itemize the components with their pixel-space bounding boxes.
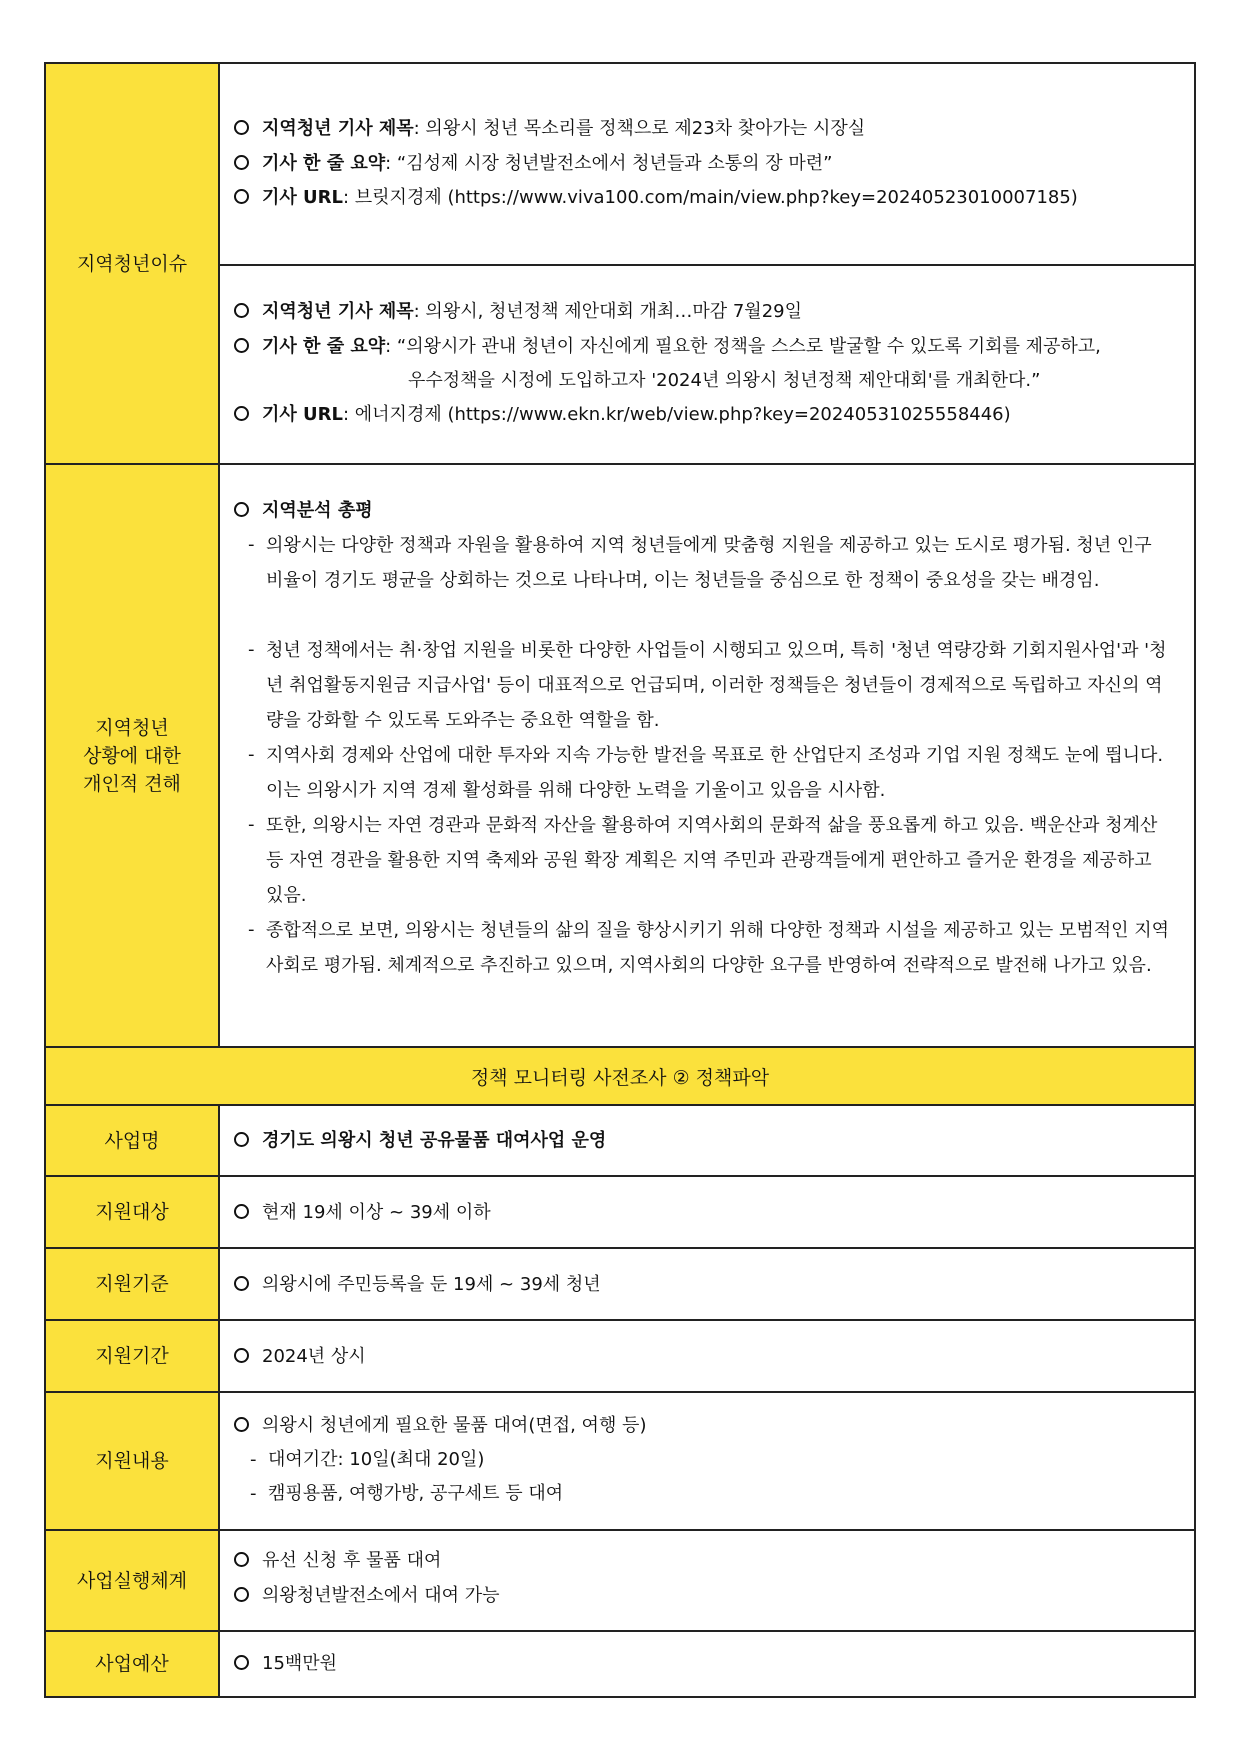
bullet-circle-icon [234,502,249,517]
opinion-heading: 지역분석 총평 [234,498,373,524]
opinion-paragraph: 의왕시는 다양한 정책과 자원을 활용하여 지역 청년들에게 맞춤형 지원을 제공하고 있는 도시로 평가됨. 청년 인구 비율이 경기도 평균을 상회하는 것으로 나타나며, 이는 청년들을 중심으로 한 정책이 중요성을 갖는 배경임. [266,535,1152,591]
article2-summary: 기사 한 줄 요약: “의왕시가 관내 청년이 자신에게 필요한 정책을 스스로 발굴할 수 있도록 기회를 제공하고, [234,334,1101,360]
policy-name-label: 사업명 [46,1106,220,1175]
bullet-circle-icon [234,338,249,353]
opinion-paragraph: 종합적으로 보면, 의왕시는 청년들의 삶의 질을 향상시키기 위해 다양한 정책과 시설을 제공하고 있는 모범적인 지역사회로 평가됨. 체계적으로 추진하고 있으며, 지역사회의 다양한 요구를 반영하여 전략적으로 발전해 나가고 있음. [266,920,1170,976]
system-item: 의왕청년발전소에서 대여 가능 [234,1583,500,1609]
issue-content [220,64,1194,463]
article2-title: 지역청년 기사 제목: 의왕시, 청년정책 제안대회 개최…마감 7월29일 [234,299,802,325]
opinion-paragraph: 또한, 의왕시는 자연 경관과 문화적 자산을 활용하여 지역사회의 문화적 삶을 풍요롭게 하고 있음. 백운산과 청계산 등 자연 경관을 활용한 지역 축제와 공원 확장 계획은 지역 주민과 관광객들에게 편안하고 즐거운 환경을 제공하고 있음. [266,815,1158,906]
article1-summary: 기사 한 줄 요약: “김성제 시장 청년발전소에서 청년들과 소통의 장 마련” [234,151,832,177]
bullet-circle-icon [234,1204,249,1219]
article1-url: 기사 URL: 브릿지경제 (https://www.viva100.com/main/view.php?key=20240523010007185) [234,185,1078,211]
policy-name-row [46,1106,1194,1177]
issue-label: 지역청년이슈 [46,64,220,463]
bullet-circle-icon [234,189,249,204]
content-sub-item: - 캠핑용품, 여행가방, 공구세트 등 대여 [250,1483,564,1504]
opinion-row [46,465,1194,1048]
budget-row [46,1632,1194,1696]
criteria-label: 지원기준 [46,1249,220,1319]
period-row [46,1321,1194,1393]
section-banner-row [46,1048,1194,1106]
budget-value: 15백만원 [234,1651,337,1677]
criteria-row [46,1249,1194,1321]
target-value: 현재 19세 이상 ~ 39세 이하 [234,1200,491,1226]
content-main: 의왕시 청년에게 필요한 물품 대여(면접, 여행 등) [234,1413,646,1439]
content-label: 지원내용 [46,1393,220,1529]
bullet-circle-icon [234,1552,249,1567]
article1-title: 지역청년 기사 제목: 의왕시 청년 목소리를 정책으로 제23차 찾아가는 시장실 [234,116,865,142]
document-table [44,62,1196,1698]
opinion-label: 지역청년 상황에 대한 개인적 견해 [46,465,220,1046]
issue-row [46,64,1194,465]
dash-icon: - [248,534,255,555]
bullet-circle-icon [234,1655,249,1670]
section-banner: 정책 모니터링 사전조사 ② 정책파악 [46,1048,1194,1104]
criteria-value: 의왕시에 주민등록을 둔 19세 ~ 39세 청년 [234,1272,601,1298]
bullet-circle-icon [234,1276,249,1291]
bullet-circle-icon [234,1417,249,1432]
content-sub-item: - 대여기간: 10일(최대 20일) [250,1449,485,1470]
article2-url: 기사 URL: 에너지경제 (https://www.ekn.kr/web/view.php?key=20240531025558446) [234,402,1011,428]
system-row [46,1531,1194,1632]
bullet-circle-icon [234,1587,249,1602]
bullet-circle-icon [234,1132,249,1147]
system-item: 유선 신청 후 물품 대여 [234,1548,441,1574]
bullet-circle-icon [234,303,249,318]
dash-icon: - [248,814,255,835]
issue-divider [220,264,1194,266]
dash-icon: - [248,639,255,660]
opinion-content [220,465,1194,1046]
bullet-circle-icon [234,155,249,170]
dash-icon: - [248,919,255,940]
bullet-circle-icon [234,120,249,135]
system-label: 사업실행체계 [46,1531,220,1630]
bullet-circle-icon [234,406,249,421]
opinion-paragraph: 지역사회 경제와 산업에 대한 투자와 지속 가능한 발전을 목표로 한 산업단지 조성과 기업 지원 정책도 눈에 띕니다. 이는 의왕시가 지역 경제 활성화를 위해 다양한 노력을 기울이고 있음을 시사함. [266,745,1164,801]
period-value: 2024년 상시 [234,1344,366,1370]
opinion-paragraph: 청년 정책에서는 취·창업 지원을 비롯한 다양한 사업들이 시행되고 있으며, 특히 '청년 역량강화 기회지원사업'과 '청년 취업활동지원금 지급사업' 등이 대표적으로 언급되며, 이러한 정책들은 청년들이 경제적으로 독립하고 자신의 역량을 강화할 수 있도록 도와주는 중요한 역할을 함. [266,640,1167,731]
bullet-circle-icon [234,1348,249,1363]
target-label: 지원대상 [46,1177,220,1247]
budget-label: 사업예산 [46,1632,220,1696]
dash-icon: - [248,744,255,765]
period-label: 지원기간 [46,1321,220,1391]
target-row [46,1177,1194,1249]
content-row [46,1393,1194,1531]
article2-summary-cont: 우수정책을 시정에 도입하고자 '2024년 의왕시 청년정책 제안대회'를 개최한다.” [408,370,1041,391]
policy-name-value: 경기도 의왕시 청년 공유물품 대여사업 운영 [234,1128,606,1154]
